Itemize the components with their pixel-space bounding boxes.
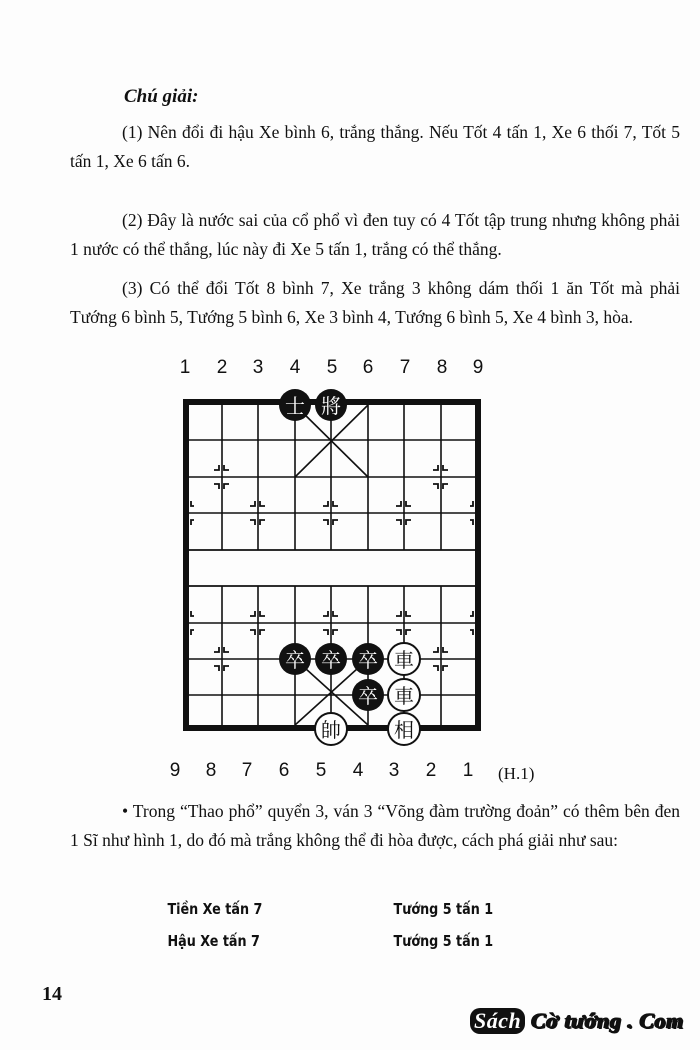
- file-number: 8: [436, 357, 448, 378]
- file-number: 7: [399, 357, 411, 378]
- file-number: 4: [289, 357, 301, 378]
- file-number: 8: [205, 760, 217, 781]
- file-number: 4: [352, 760, 364, 781]
- file-number: 9: [472, 357, 484, 378]
- logo-word: . Com: [627, 1008, 684, 1033]
- white-elephant-piece[interactable]: [388, 713, 420, 745]
- black-soldier-piece[interactable]: [352, 679, 384, 711]
- move-white: Tiền Xe tấn 7: [167, 900, 263, 918]
- svg-text:士: 士: [285, 394, 305, 418]
- file-number: 5: [315, 760, 327, 781]
- logo-word: Sách: [470, 1008, 525, 1034]
- svg-text:卒: 卒: [285, 648, 305, 672]
- move-black: Tướng 5 tấn 1: [393, 900, 494, 918]
- file-number: 2: [425, 760, 437, 781]
- site-logo: [470, 1008, 684, 1034]
- svg-text:將: 將: [321, 394, 341, 418]
- black-soldier-piece[interactable]: [352, 643, 384, 675]
- file-number: 5: [326, 357, 338, 378]
- white-general-piece[interactable]: [315, 713, 347, 745]
- figure-label: (H.1): [498, 764, 535, 783]
- file-number: 1: [179, 357, 191, 378]
- file-number: 1: [462, 760, 474, 781]
- file-number: 3: [388, 760, 400, 781]
- note-1: (1) Nên đổi đi hậu Xe bình 6, trắng thắng. Nếu Tốt 4 tấn 1, Xe 6 thối 7, Tốt 5 tấn 1, Xe 6 tấn 6.: [70, 122, 680, 171]
- note-3: (3) Có thể đổi Tốt 8 bình 7, Xe trắng 3 không dám thối 1 ăn Tốt mà phải Tướng 6 bình 5, Tướng 5 bình 6, Xe 3 bình 4, Tướng 6 bình 5, Xe 4 bình 3, hòa.: [70, 278, 680, 327]
- black-advisor-piece[interactable]: [279, 389, 311, 421]
- svg-text:車: 車: [394, 648, 414, 672]
- svg-text:相: 相: [394, 718, 414, 742]
- move-white: Hậu Xe tấn 7: [167, 932, 260, 950]
- black-soldier-piece[interactable]: [279, 643, 311, 675]
- file-number: 3: [252, 357, 264, 378]
- svg-text:帥: 帥: [321, 718, 341, 742]
- svg-text:卒: 卒: [358, 648, 378, 672]
- file-number: 6: [362, 357, 374, 378]
- svg-text:車: 車: [394, 684, 414, 708]
- move-black: Tướng 5 tấn 1: [393, 932, 494, 950]
- white-chariot-piece[interactable]: [388, 643, 420, 675]
- white-chariot-piece[interactable]: [388, 679, 420, 711]
- svg-text:卒: 卒: [321, 648, 341, 672]
- page-number: 14: [42, 983, 62, 1005]
- black-general-piece[interactable]: [315, 389, 347, 421]
- file-number: 6: [278, 760, 290, 781]
- black-soldier-piece[interactable]: [315, 643, 347, 675]
- file-number: 9: [169, 760, 181, 781]
- logo-word: Cờ tướng: [531, 1008, 622, 1033]
- section-heading: Chú giải:: [124, 86, 199, 107]
- note-2: (2) Đây là nước sai của cổ phổ vì đen tuy có 4 Tốt tập trung nhưng không phải 1 nước có thể thắng, lúc này đi Xe 5 tấn 1, trắng có thể thắng.: [70, 210, 680, 259]
- file-number: 7: [241, 760, 253, 781]
- body-paragraph: • Trong “Thao phổ” quyển 3, ván 3 “Võng đàm trường đoản” có thêm bên đen 1 Sĩ như hình 1, do đó mà trắng không thể đi hòa được, cách phá giải như sau:: [70, 801, 680, 850]
- file-number: 2: [216, 357, 228, 378]
- svg-text:卒: 卒: [358, 684, 378, 708]
